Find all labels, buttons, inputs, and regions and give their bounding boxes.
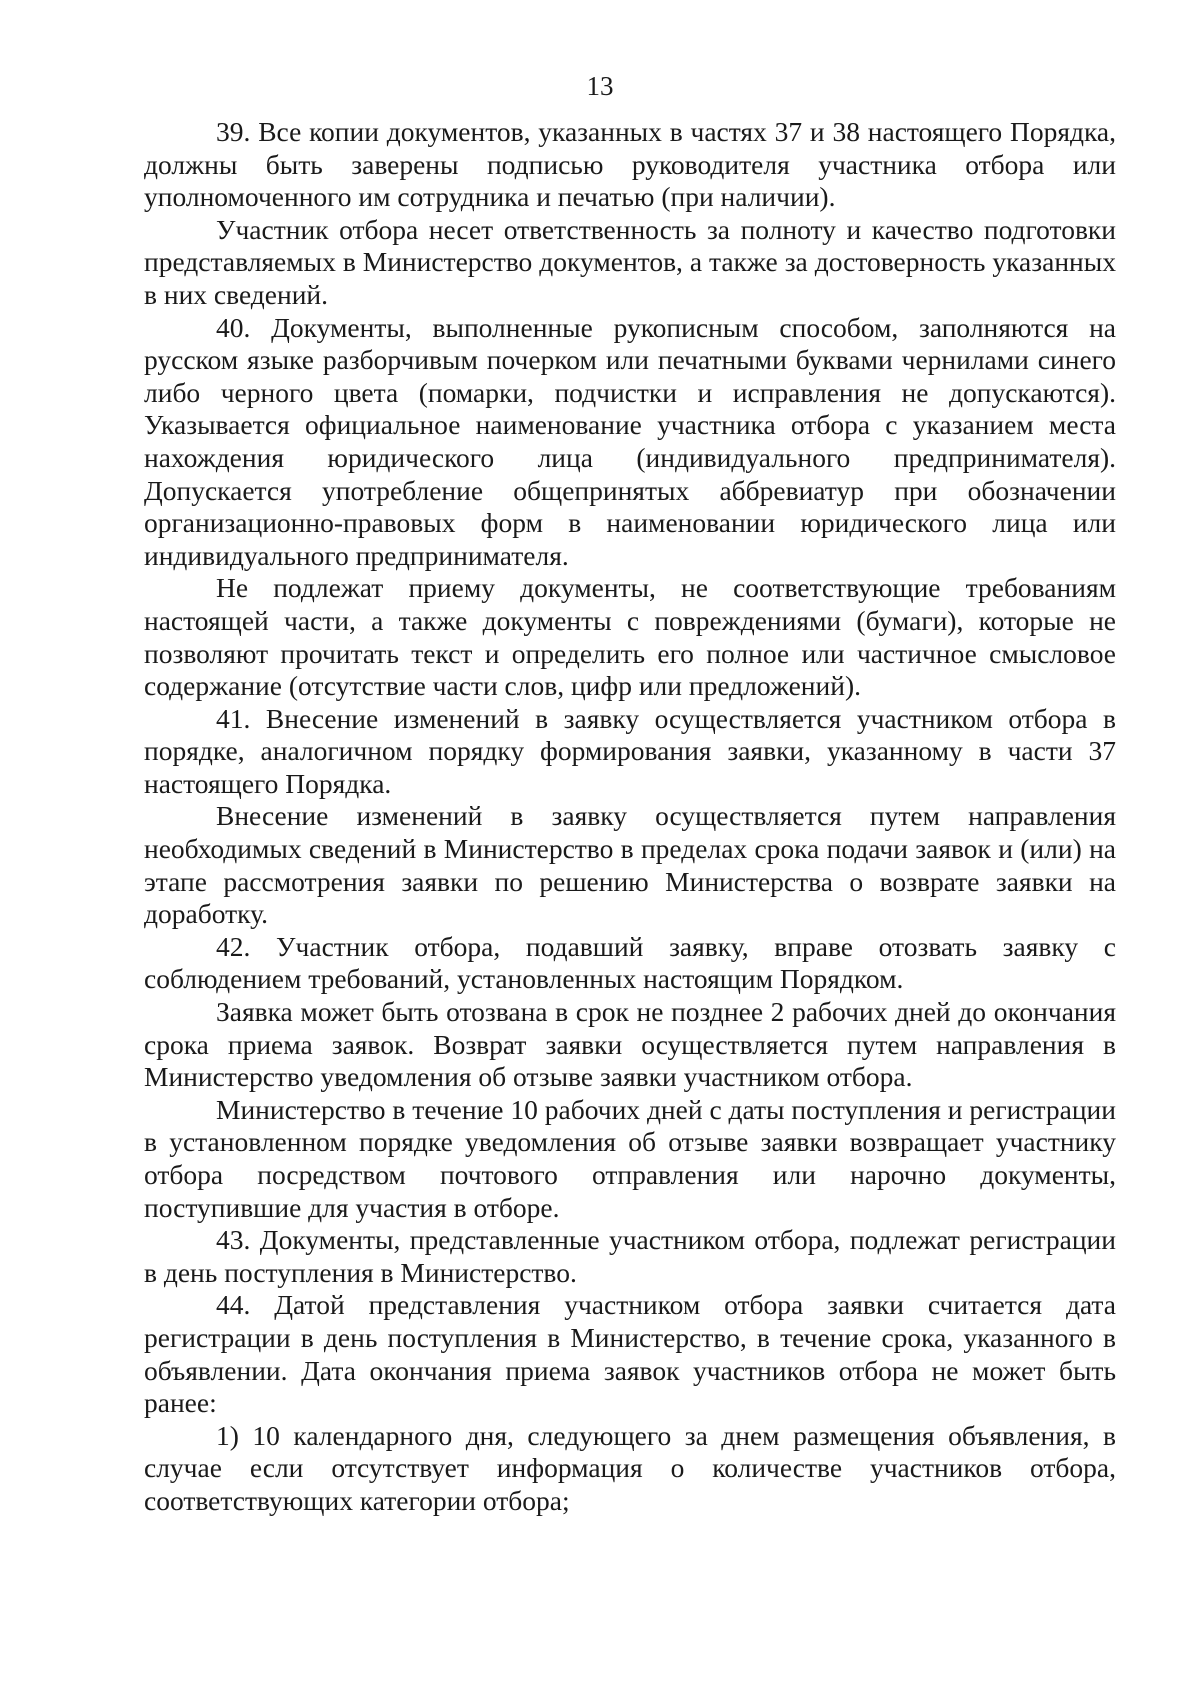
paragraph-41: 41. Внесение изменений в заявку осуществляется участником отбора в порядке, аналогичном порядку формирования заявки, указанному в части 37 настоящего Порядка.: [144, 702, 1116, 799]
paragraph-40: 40. Документы, выполненные рукописным способом, заполняются на русском языке разборчивым почерком или печатными буквами чернилами синего либо черного цвета (помарки, подчистки и исправления не допускаются). Указывается официальное наименование участника отбора с указанием места нахождения юридического лица (индивидуального предпринимателя). Допускается употребление общепринятых аббревиатур при обозначении организационно-правовых форм в наименовании юридического лица или индивидуального предпринимателя.: [144, 311, 1116, 571]
paragraph-43: 43. Документы, представленные участником отбора, подлежат регистрации в день поступления в Министерство.: [144, 1224, 1116, 1288]
paragraph-42-withdrawal: Заявка может быть отозвана в срок не позднее 2 рабочих дней до окончания срока приема заявок. Возврат заявки осуществляется путем направления в Министерство уведомления об отзыве заявки участником отбора.: [144, 996, 1116, 1093]
paragraph-44-item-1: 1) 10 календарного дня, следующего за днем размещения объявления, в случае если отсутствует информация о количестве участников отбора, соответствующих категории отбора;: [144, 1419, 1116, 1516]
paragraph-42: 42. Участник отбора, подавший заявку, вправе отозвать заявку с соблюдением требований, установленных настоящим Порядком.: [144, 930, 1116, 995]
paragraph-41-changes: Внесение изменений в заявку осуществляется путем направления необходимых сведений в Министерство в пределах срока подачи заявок и (или) на этапе рассмотрения заявки по решению Министерства о возврате заявки на доработку.: [144, 800, 1116, 930]
paragraph-39-responsibility: Участник отбора несет ответственность за полноту и качество подготовки представляемых в Министерство документов, а также за достоверность указанных в них сведений.: [144, 213, 1116, 310]
page-number: 13: [586, 71, 614, 101]
paragraph-44: 44. Датой представления участником отбора заявки считается дата регистрации в день поступления в Министерство, в течение срока, указанного в объявлении. Дата окончания приема заявок участников отбора не может быть ранее:: [144, 1289, 1116, 1419]
paragraph-42-return: Министерство в течение 10 рабочих дней с даты поступления и регистрации в установленном порядке уведомления об отзыве заявки возвращает участнику отбора посредством почтового отправления или нарочно документы, поступившие для участия в отборе.: [144, 1093, 1116, 1223]
document-body: [144, 116, 1116, 1518]
paragraph-39: 39. Все копии документов, указанных в частях 37 и 38 настоящего Порядка, должны быть заверены подписью руководителя участника отбора или уполномоченного им сотрудника и печатью (при наличии).: [144, 116, 1116, 213]
paragraph-40-rejection: Не подлежат приему документы, не соответствующие требованиям настоящей части, а также документы с повреждениями (бумаги), которые не позволяют прочитать текст и определить его полное или частичное смысловое содержание (отсутствие части слов, цифр или предложений).: [144, 572, 1116, 702]
